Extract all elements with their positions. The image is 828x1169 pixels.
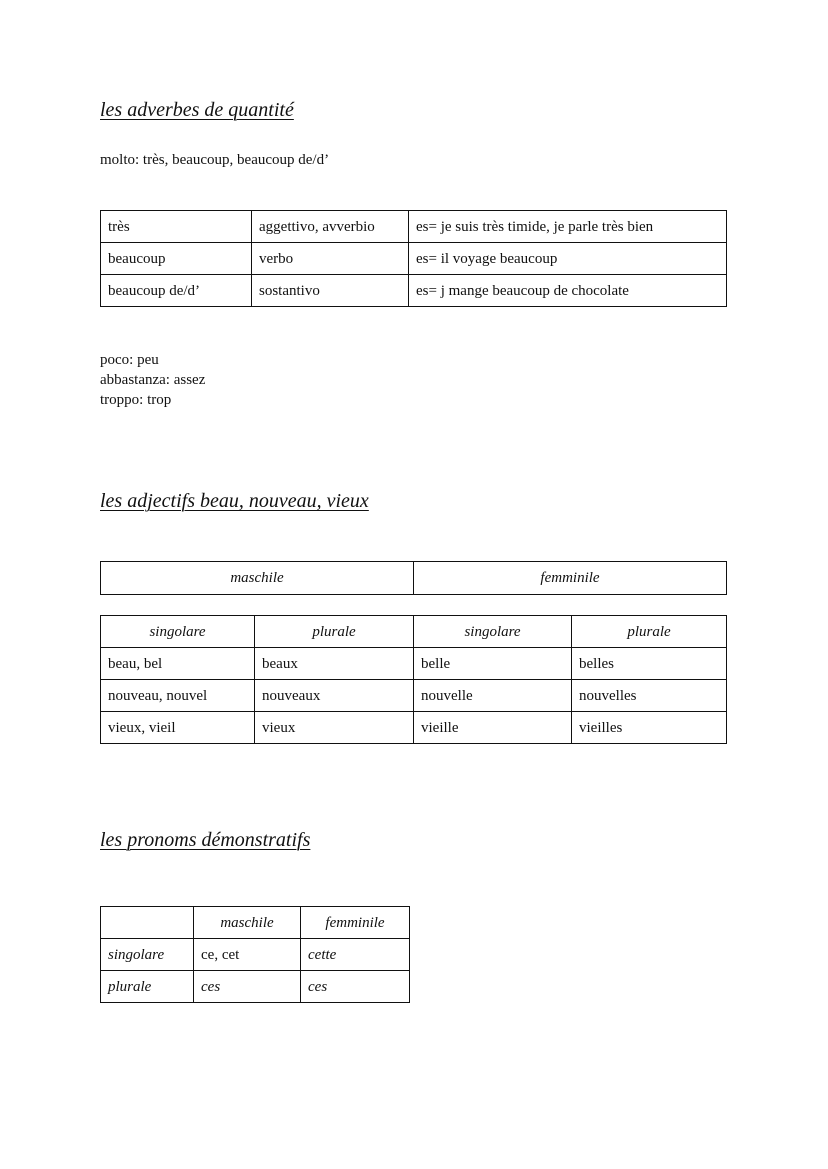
- header-maschile: maschile: [194, 907, 301, 939]
- table-cell: belle: [414, 648, 572, 680]
- header-femminile: femminile: [301, 907, 410, 939]
- table-cell: sostantivo: [252, 275, 409, 307]
- table-row: [101, 648, 727, 680]
- row-label-singolare: singolare: [101, 939, 194, 971]
- table-row: [101, 939, 410, 971]
- table-cell: nouveaux: [255, 680, 414, 712]
- adjectifs-table: [100, 615, 727, 744]
- table-cell: belles: [572, 648, 727, 680]
- table-cell: es= j mange beaucoup de chocolate: [409, 275, 727, 307]
- table-cell: beau, bel: [101, 648, 255, 680]
- table-row: [101, 680, 727, 712]
- table-cell: beaux: [255, 648, 414, 680]
- note-assez: abbastanza: assez: [100, 372, 206, 388]
- header-plurale-m: plurale: [255, 616, 414, 648]
- table-cell: vieilles: [572, 712, 727, 744]
- table-cell: [101, 907, 194, 939]
- table-row: [101, 562, 727, 595]
- table-cell: beaucoup de/d’: [101, 275, 252, 307]
- table-cell: vieux, vieil: [101, 712, 255, 744]
- table-row: [101, 275, 727, 307]
- table-row: [101, 712, 727, 744]
- note-trop: troppo: trop: [100, 392, 172, 408]
- table-cell: es= il voyage beaucoup: [409, 243, 727, 275]
- table-cell: beaucoup: [101, 243, 252, 275]
- table-row: [101, 211, 727, 243]
- section-title-pronoms: les pronoms démonstratifs: [100, 829, 311, 851]
- table-cell: ces: [301, 971, 410, 1003]
- pronoms-table: [100, 906, 410, 1003]
- table-cell: nouvelle: [414, 680, 572, 712]
- table-cell: es= je suis très timide, je parle très bien: [409, 211, 727, 243]
- gender-header-table: [100, 561, 727, 595]
- table-row: [101, 971, 410, 1003]
- table-row: [101, 907, 410, 939]
- table-cell: verbo: [252, 243, 409, 275]
- table-cell: nouveau, nouvel: [101, 680, 255, 712]
- table-row: [101, 616, 727, 648]
- table-row: [101, 243, 727, 275]
- table-cell: vieux: [255, 712, 414, 744]
- table-cell: cette: [301, 939, 410, 971]
- table-cell: vieille: [414, 712, 572, 744]
- adverbes-table: [100, 210, 727, 307]
- header-singolare-m: singolare: [101, 616, 255, 648]
- table-cell: ce, cet: [194, 939, 301, 971]
- row-label-plurale: plurale: [101, 971, 194, 1003]
- header-singolare-f: singolare: [414, 616, 572, 648]
- section-title-adjectifs: les adjectifs beau, nouveau, vieux: [100, 490, 369, 512]
- header-femminile: femminile: [414, 562, 727, 595]
- section-title-adverbes: les adverbes de quantité: [100, 99, 294, 121]
- note-peu: poco: peu: [100, 352, 159, 368]
- quantity-notes: [100, 350, 205, 410]
- table-cell: nouvelles: [572, 680, 727, 712]
- header-plurale-f: plurale: [572, 616, 727, 648]
- table-cell: aggettivo, avverbio: [252, 211, 409, 243]
- intro-molto: molto: très, beaucoup, beaucoup de/d’: [100, 152, 330, 168]
- header-maschile: maschile: [101, 562, 414, 595]
- table-cell: très: [101, 211, 252, 243]
- table-cell: ces: [194, 971, 301, 1003]
